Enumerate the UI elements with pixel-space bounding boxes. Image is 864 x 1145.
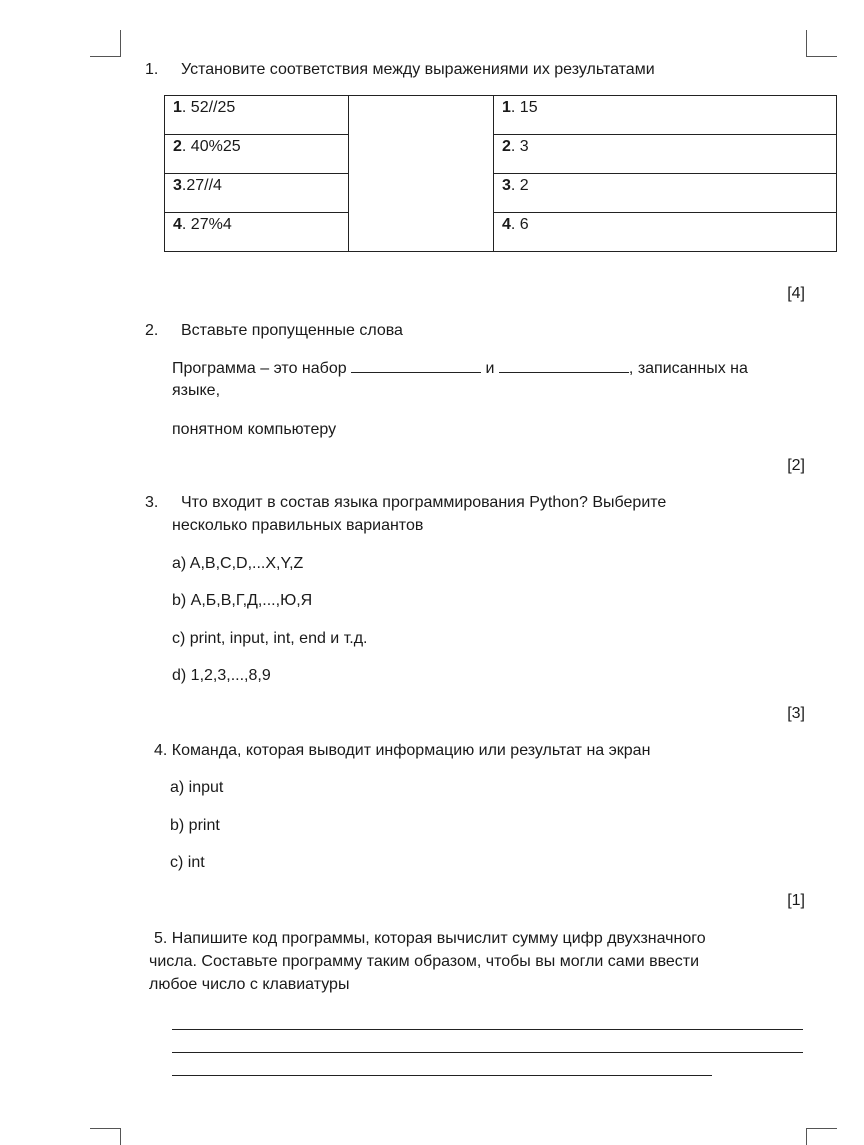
crop-mark-top-left — [90, 30, 121, 57]
expression-cell: 1. 52//25 — [165, 96, 349, 135]
question-3-title: Что входит в состав языка программирования Python? Выберите — [181, 494, 667, 511]
option-b[interactable]: b) print — [170, 817, 220, 834]
option-c[interactable]: c) print, input, int, end и т.д. — [172, 630, 368, 647]
option-c[interactable]: c) int — [170, 854, 205, 871]
question-5-line-1: 5. Напишите код программы, которая вычислит сумму цифр двухзначного — [154, 930, 706, 947]
matching-table — [164, 95, 837, 252]
crop-mark-bottom-right — [806, 1128, 837, 1145]
expression-cell: 2. 40%25 — [165, 135, 349, 174]
question-2-sentence: Программа – это набор и , записанных на — [172, 360, 748, 377]
result-cell: 1. 15 — [494, 96, 837, 135]
answer-line-3[interactable] — [172, 1075, 712, 1076]
fill-blank-1[interactable] — [351, 358, 481, 373]
option-d[interactable]: d) 1,2,3,...,8,9 — [172, 667, 271, 684]
question-3-heading — [145, 493, 666, 513]
result-cell: 2. 3 — [494, 135, 837, 174]
table-row — [165, 174, 837, 213]
answer-gap-cell — [349, 96, 494, 252]
answer-line-1[interactable] — [172, 1029, 803, 1030]
question-5-line-3: любое число с клавиатуры — [149, 976, 350, 993]
crop-mark-top-right — [806, 30, 837, 57]
option-a[interactable]: a) A,B,C,D,...X,Y,Z — [172, 555, 304, 572]
question-3-number: 3. — [145, 494, 159, 511]
table-row — [165, 135, 837, 174]
question-1-title: Установите соответствия между выражениями их результатами — [181, 61, 655, 78]
question-2-line-2: языке, — [172, 382, 221, 399]
question-2-heading — [145, 321, 403, 341]
option-a[interactable]: a) input — [170, 779, 224, 796]
question-2-line-3: понятном компьютеру — [172, 421, 337, 438]
answer-line-2[interactable] — [172, 1052, 803, 1053]
question-4-title: 4. Команда, которая выводит информацию или результат на экран — [154, 742, 651, 759]
crop-mark-bottom-left — [90, 1128, 121, 1145]
result-cell: 4. 6 — [494, 213, 837, 252]
expression-cell: 3.27//4 — [165, 174, 349, 213]
table-row — [165, 213, 837, 252]
question-2-number: 2. — [145, 322, 159, 339]
question-1-number: 1. — [145, 61, 159, 78]
option-b[interactable]: b) А,Б,В,Г,Д,...,Ю,Я — [172, 592, 313, 609]
fill-blank-2[interactable] — [499, 358, 629, 373]
question-1-score: [4] — [787, 285, 805, 302]
question-1-heading — [145, 60, 655, 80]
question-2-title: Вставьте пропущенные слова — [181, 322, 403, 339]
table-row — [165, 96, 837, 135]
question-3-title-2: несколько правильных вариантов — [172, 517, 424, 534]
question-3-score: [3] — [787, 705, 805, 722]
question-5-line-2: числа. Составьте программу таким образом, чтобы вы могли сами ввести — [149, 953, 700, 970]
result-cell: 3. 2 — [494, 174, 837, 213]
expression-cell: 4. 27%4 — [165, 213, 349, 252]
question-2-score: [2] — [787, 457, 805, 474]
question-4-score: [1] — [787, 892, 805, 909]
